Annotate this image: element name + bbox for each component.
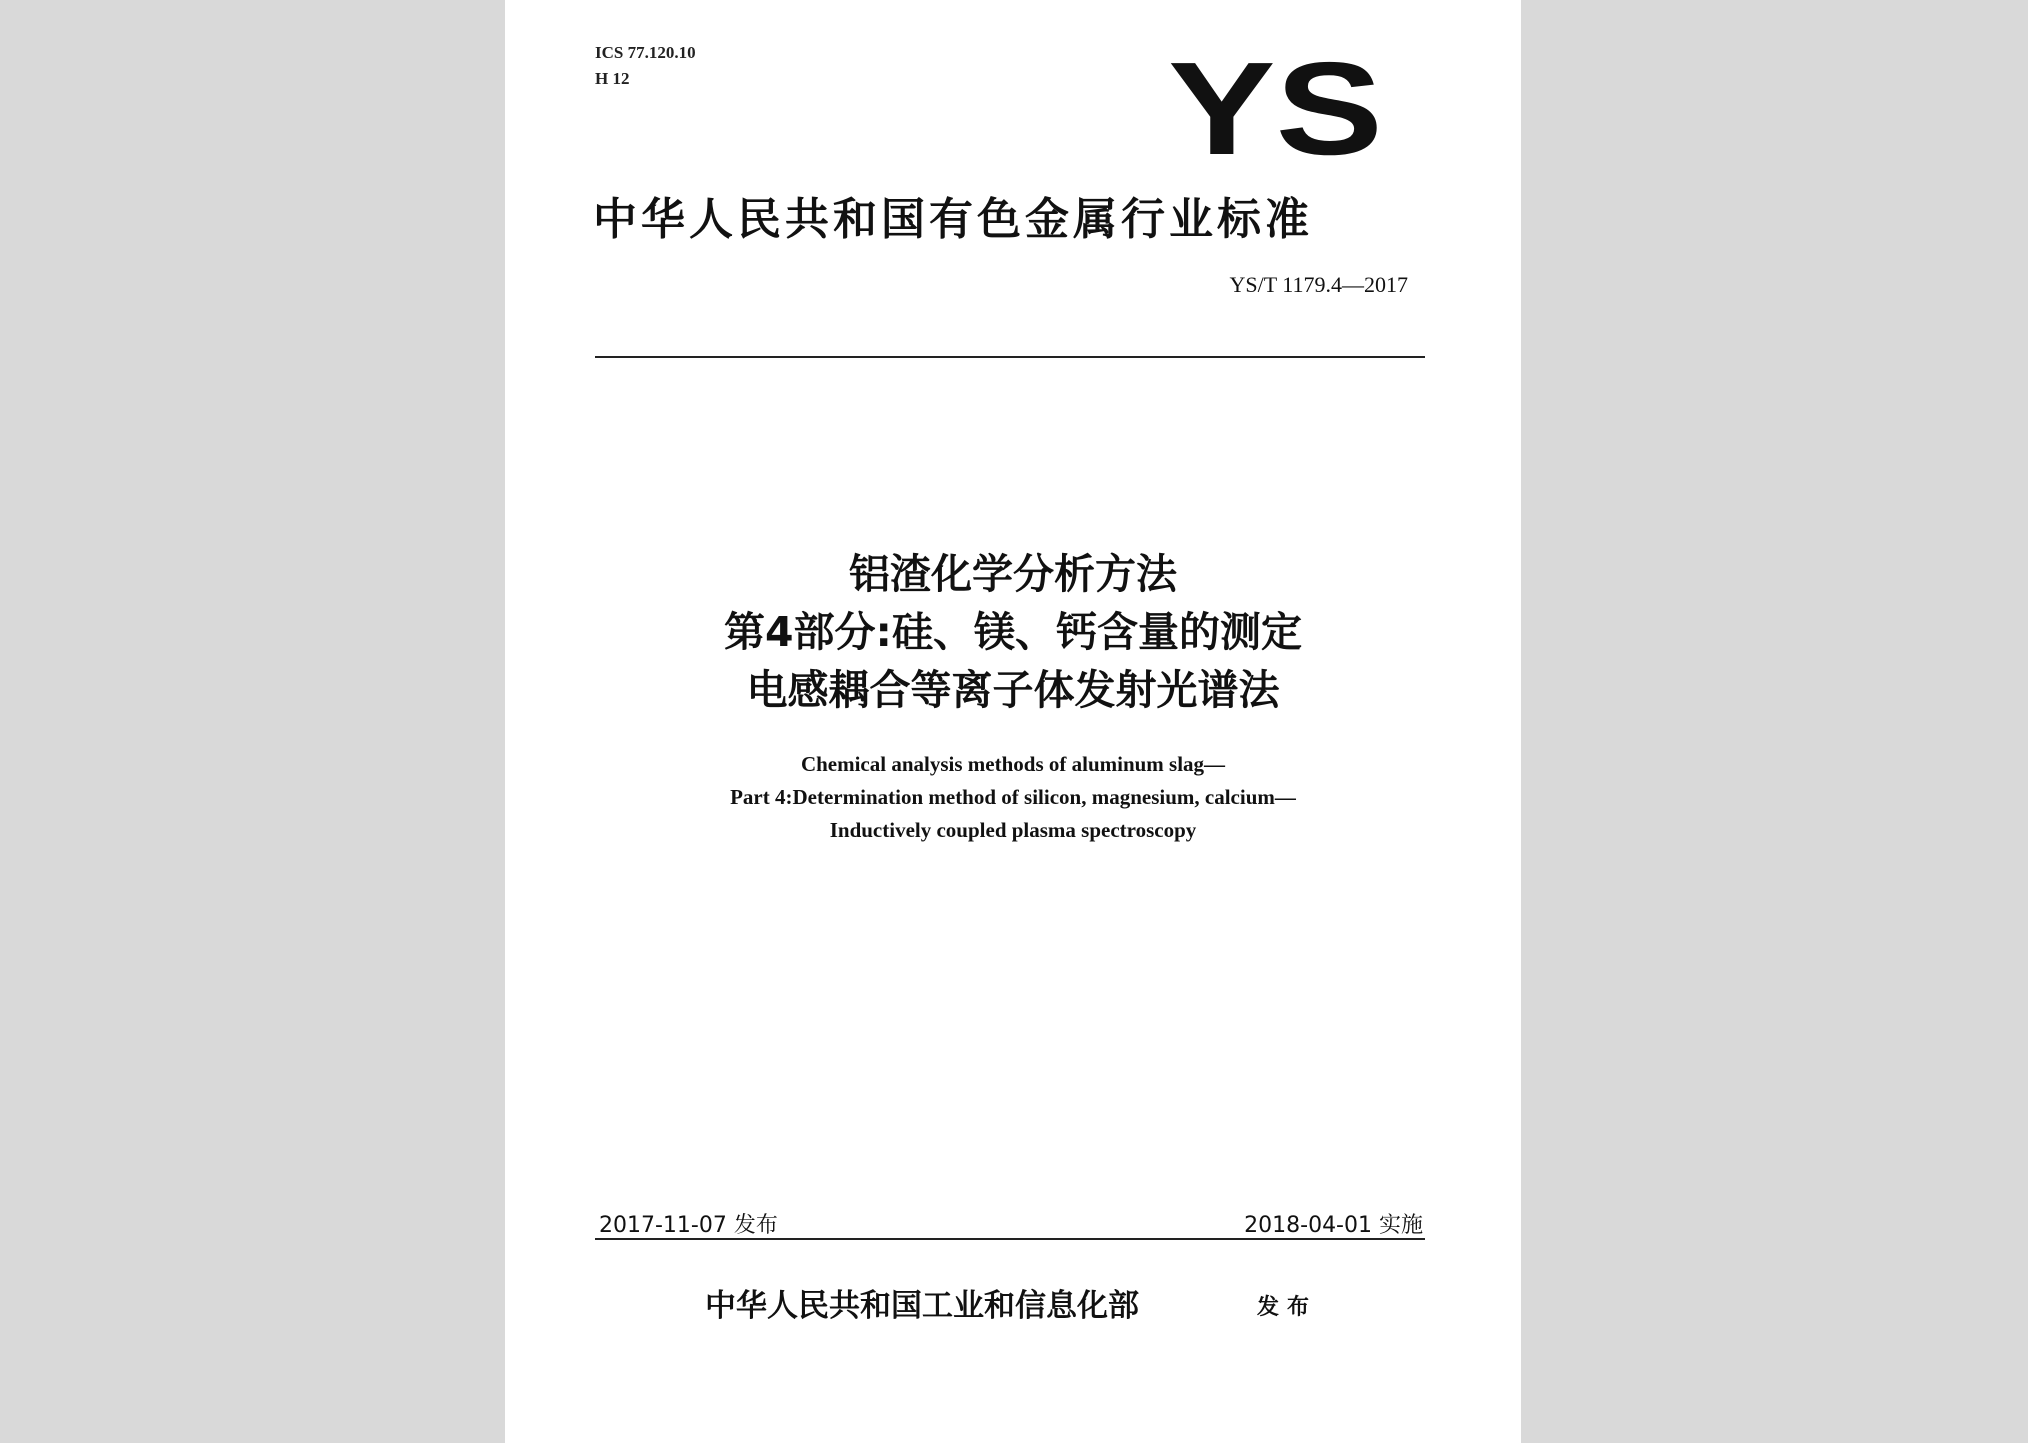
implementation-date: 2018-04-01 实施 [1244,1213,1423,1238]
standard-number: YS/T 1179.4—2017 [1229,272,1408,297]
chinese-title-line-3: 电感耦合等离子体发射光谱法 [746,666,1280,714]
publish-label: 发布 [1257,1294,1318,1320]
english-title-line-1: Chemical analysis methods of aluminum slag— [800,752,1226,776]
dates-row [595,1208,1425,1242]
industry-standard-title: 中华人民共和国有色金属行业标准 [593,194,1313,245]
english-title [505,748,1521,847]
document-page [505,0,1521,1443]
ccs-code: H 12 [595,69,630,88]
classification-codes [595,40,696,92]
chinese-title [505,545,1521,719]
bottom-divider [595,1238,1425,1240]
chinese-title-line-1: 铝渣化学分析方法 [849,550,1177,598]
issue-date: 2017-11-07 发布 [599,1213,778,1238]
english-title-line-3: Inductively coupled plasma spectroscopy [829,818,1197,842]
publisher-name: 中华人民共和国工业和信息化部 [705,1288,1139,1324]
english-title-line-2: Part 4:Determination method of silicon, magnesium, calcium— [730,785,1296,809]
top-divider [595,356,1425,358]
ys-logo [1168,42,1383,160]
ys-logo-text: YS [1168,42,1383,160]
chinese-title-line-2: 第4部分:硅、镁、钙含量的测定 [724,608,1302,656]
ics-code: ICS 77.120.10 [595,43,696,62]
